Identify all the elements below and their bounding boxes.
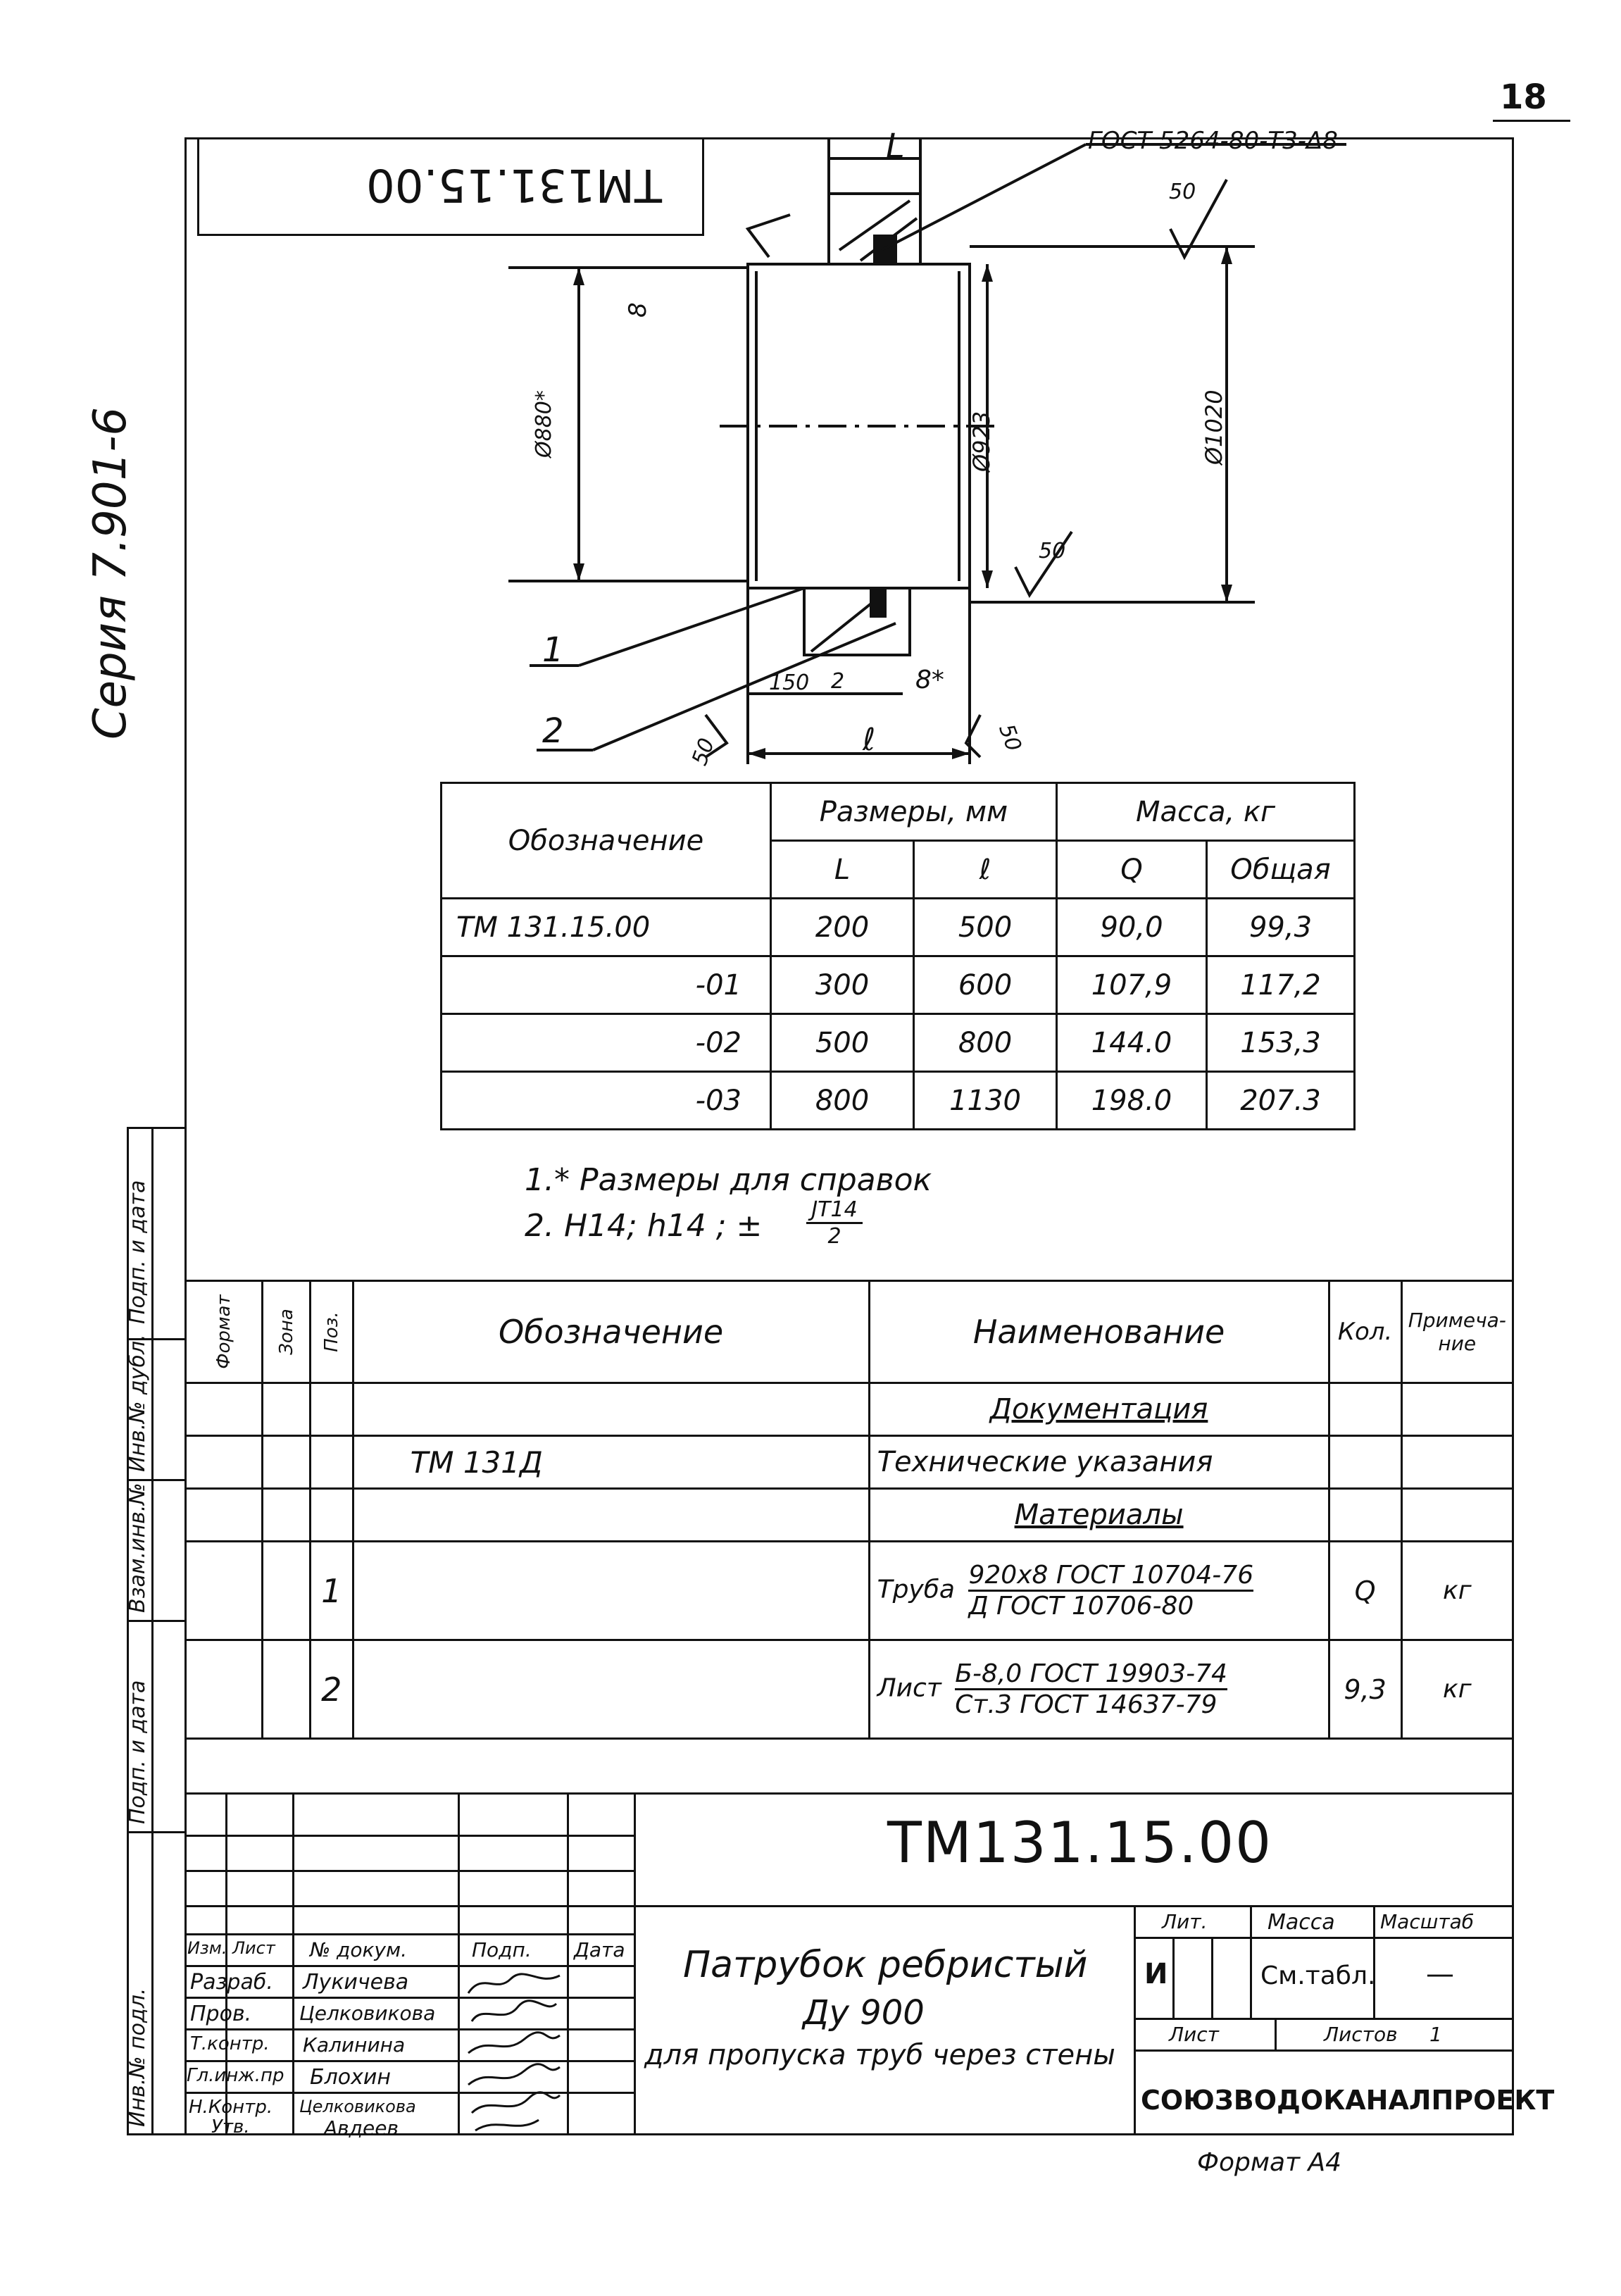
tb-role: Утв. <box>211 2116 250 2138</box>
tb-scale-value: — <box>1426 1958 1454 1990</box>
tb-hline-1 <box>184 1835 635 1837</box>
tb-person: Целковикова <box>299 2097 416 2116</box>
row-designation: -03 <box>442 1072 771 1130</box>
spec-item2-spec <box>955 1659 1227 1719</box>
weld-flange <box>875 236 896 264</box>
tb-scale-label: Масштаб <box>1380 1910 1475 1933</box>
dim-8star-label: 8* <box>915 666 944 694</box>
spec-item2-unit: кг <box>1401 1640 1513 1739</box>
spec-hdr-pos-text: Поз. <box>320 1311 342 1352</box>
tb-sheet-label: Лист <box>1169 2023 1219 2046</box>
lm-label-3: Взам.инв.№ <box>125 1483 150 1613</box>
tb-right-h2 <box>1134 2018 1514 2020</box>
tb-organization: СОЮЗВОДОКАНАЛПРОЕКТ <box>1141 2085 1555 2116</box>
table-row <box>442 1014 1355 1072</box>
roughness-4: 50 <box>994 720 1027 755</box>
spec-item1-line1: 920х8 ГОСТ 10704-76 <box>968 1561 1253 1592</box>
spec-item1-name: Труба <box>877 1575 955 1604</box>
row-Q: 198.0 <box>1057 1072 1207 1130</box>
spec-hdr-name: Наименование <box>869 1281 1329 1383</box>
chamfer-mark <box>748 215 790 257</box>
tb-right-vline <box>1134 1905 1136 2135</box>
roughness-2: 50 <box>1039 539 1066 563</box>
lm-sep-2 <box>127 1479 187 1481</box>
row-total: 99,3 <box>1207 899 1355 956</box>
col-Q-header: Q <box>1057 841 1207 899</box>
corner-line <box>1493 120 1570 122</box>
tb-mass-value: См.табл. <box>1260 1961 1376 1990</box>
lm-sep-4 <box>127 1831 187 1833</box>
tb-person: Целковикова <box>299 2002 436 2025</box>
gost-leader2 <box>882 144 1086 250</box>
sheet-number: 18 <box>1500 77 1547 117</box>
spec-row <box>186 1383 1513 1436</box>
lm-label-1: Подп. и дата <box>125 1180 150 1324</box>
tb-hdr-podp: Подп. <box>472 1938 532 1961</box>
tb-person: Лукичева <box>303 1970 409 1995</box>
row-Q: 90,0 <box>1057 899 1207 956</box>
spec-hdr-qty: Кол. <box>1329 1281 1401 1383</box>
tb-person: Блохин <box>310 2065 391 2090</box>
row-Q: 144.0 <box>1057 1014 1207 1072</box>
tb-code-bottom <box>634 1905 1514 1907</box>
mirrored-stamp: ТМ131.15.00 <box>366 158 663 211</box>
tb-role: Н.Контр. <box>189 2097 273 2118</box>
col-l-header: ℓ <box>914 841 1057 899</box>
lm-label-5: Инв.№ подл. <box>125 1988 150 2127</box>
tb-vline-5 <box>634 1792 636 2135</box>
spec-item2-pos: 2 <box>311 1640 353 1739</box>
roughness-1: 50 <box>1169 180 1196 204</box>
pos-2-label: 2 <box>542 711 564 751</box>
spec-row <box>186 1542 1513 1640</box>
tb-lit-v2 <box>1211 1937 1213 2018</box>
row-L: 800 <box>771 1072 914 1130</box>
signature-4 <box>468 2064 560 2085</box>
tb-role: Пров. <box>190 2002 252 2026</box>
dim-150-label: 150 <box>769 670 810 695</box>
table-row <box>442 899 1355 956</box>
note-2-fraction <box>806 1197 863 1249</box>
tb-hline-4 <box>184 1933 635 1935</box>
tb-hline-9 <box>184 2092 635 2094</box>
spec-item2-name-cell <box>869 1640 1329 1739</box>
row-designation: -02 <box>442 1014 771 1072</box>
spec-item2-line1: Б-8,0 ГОСТ 19903-74 <box>955 1659 1227 1690</box>
tb-sheets-label: Листов <box>1324 2023 1398 2046</box>
spec-item1-line2: Д ГОСТ 10706-80 <box>968 1592 1194 1621</box>
row-L: 500 <box>771 1014 914 1072</box>
tb-sheet-v <box>1275 2018 1277 2049</box>
gost-note: ГОСТ 5264-80-Т3-Δ8 <box>1088 127 1338 155</box>
tb-hline-5 <box>184 1965 635 1967</box>
signature-6 <box>475 2120 539 2130</box>
note-2-numerator: JT14 <box>806 1197 863 1224</box>
spec-hdr-zone-text: Зона <box>275 1309 297 1355</box>
table-row <box>442 1072 1355 1130</box>
row-l: 1130 <box>914 1072 1057 1130</box>
col-total-header: Общая <box>1207 841 1355 899</box>
col-L-header: L <box>771 841 914 899</box>
spec-item1-spec <box>968 1561 1253 1621</box>
signatures <box>461 1965 567 2134</box>
dim-8-label: 8 <box>623 302 652 318</box>
signature-2 <box>472 2001 556 2021</box>
signature-3 <box>468 2033 560 2053</box>
spec-hdr-pos <box>311 1281 353 1383</box>
roughness-3: 50 <box>687 735 720 769</box>
tb-right-h1 <box>1134 1937 1514 1939</box>
spec-item2-name: Лист <box>877 1673 941 1703</box>
tb-vline-4 <box>567 1792 569 2135</box>
spec-hdr-note: Примеча-ние <box>1401 1281 1513 1383</box>
tb-hline-2 <box>184 1870 635 1872</box>
row-total: 153,3 <box>1207 1014 1355 1072</box>
spec-hdr-zone <box>262 1281 311 1383</box>
leader-2 <box>593 623 896 750</box>
spec-item1-name-cell <box>869 1542 1329 1640</box>
note-2-prefix: 2. Н14; h14 ; ± <box>525 1208 763 1244</box>
tb-vline-3 <box>458 1792 460 2135</box>
note-2-denominator: 2 <box>827 1224 841 1249</box>
dim-2-label: 2 <box>831 669 845 694</box>
signature-5 <box>472 2092 560 2113</box>
tb-person: Калинина <box>303 2033 406 2057</box>
row-l: 500 <box>914 899 1057 956</box>
tb-lit-label: Лит. <box>1162 1910 1208 1933</box>
table-row <box>442 956 1355 1014</box>
tb-sheets-value: 1 <box>1429 2023 1442 2046</box>
left-margin-divider <box>151 1127 154 2135</box>
row-L: 200 <box>771 899 914 956</box>
spec-section-materials: Материалы <box>869 1489 1329 1542</box>
dim-923-label: Ø923 <box>968 411 995 472</box>
tb-hdr-ndoc: № докум. <box>310 1938 408 1961</box>
tb-title-line3: для пропуска труб через стены <box>644 2039 1115 2071</box>
tb-role: Гл.инж.пр <box>187 2065 284 2086</box>
group-sizes-header: Размеры, мм <box>771 783 1057 841</box>
spec-item1-unit: кг <box>1401 1542 1513 1640</box>
weld-flange-bottom <box>871 588 885 616</box>
spec-item2-line2: Ст.3 ГОСТ 14637-79 <box>955 1690 1218 1719</box>
size-table <box>440 782 1356 1130</box>
row-total: 117,2 <box>1207 956 1355 1014</box>
row-designation: ТМ 131.15.00 <box>442 899 771 956</box>
lm-sep-3 <box>127 1620 187 1622</box>
row-L: 300 <box>771 956 914 1014</box>
tb-hdr-list: Лист <box>232 1938 275 1958</box>
dim-L-label: L <box>886 127 905 166</box>
tb-vline-2 <box>292 1792 294 2135</box>
tb-hline-8 <box>184 2060 635 2062</box>
tb-title-line1: Патрубок ребристый <box>683 1944 1088 1986</box>
pos-1-label: 1 <box>542 630 564 670</box>
tb-hdr-izm: Изм. <box>187 1938 227 1958</box>
spec-hdr-format-text: Формат <box>213 1294 234 1369</box>
tb-right-h3 <box>1134 2049 1514 2052</box>
spec-doc-designation: ТМ 131Д <box>353 1436 869 1489</box>
tb-hdr-data: Дата <box>574 1938 625 1961</box>
row-designation: -01 <box>442 956 771 1014</box>
lm-label-2: Инв.№ дубл. <box>125 1334 150 1472</box>
spec-item2-qty: 9,3 <box>1329 1640 1401 1739</box>
dim-1020-label: Ø1020 <box>1201 389 1227 465</box>
tb-doc-code: ТМ131.15.00 <box>887 1810 1273 1876</box>
note-1: 1.* Размеры для справок <box>525 1162 932 1198</box>
spec-doc-name: Технические указания <box>869 1436 1329 1489</box>
tb-hline-3 <box>184 1905 635 1907</box>
tb-lit-value: И <box>1144 1958 1168 1990</box>
tb-mass-label: Масса <box>1268 1910 1335 1935</box>
spec-item1-pos: 1 <box>311 1542 353 1640</box>
dim-l-label: ℓ <box>863 722 876 758</box>
spec-row <box>186 1640 1513 1739</box>
tb-title-line2: Ду 900 <box>803 1993 925 2033</box>
spec-row <box>186 1436 1513 1489</box>
format-label: Формат А4 <box>1197 2148 1342 2177</box>
part-drawing <box>184 137 1514 771</box>
tb-role: Разраб. <box>190 1970 273 1995</box>
row-Q: 107,9 <box>1057 956 1207 1014</box>
tb-lit-v1 <box>1172 1937 1175 2018</box>
tb-person: Авдеев <box>324 2116 399 2140</box>
row-l: 600 <box>914 956 1057 1014</box>
tb-mass-v <box>1250 1905 1252 2018</box>
spec-table <box>184 1280 1514 1740</box>
leader-1 <box>579 588 804 666</box>
signature-1 <box>468 1974 560 1993</box>
spec-hdr-format <box>186 1281 263 1383</box>
tb-hline-7 <box>184 2028 635 2030</box>
group-mass-header: Масса, кг <box>1057 783 1355 841</box>
row-l: 800 <box>914 1014 1057 1072</box>
spec-item1-qty: Q <box>1329 1542 1401 1640</box>
spec-hdr-designation: Обозначение <box>353 1281 869 1383</box>
row-total: 207.3 <box>1207 1072 1355 1130</box>
dim-880-label: Ø880* <box>532 390 556 458</box>
tb-role: Т.контр. <box>190 2033 270 2054</box>
tb-hline-6 <box>184 1997 635 1999</box>
series-text: Серия 7.901-6 <box>85 406 137 740</box>
lm-label-4: Подп. и дата <box>125 1680 150 1824</box>
spec-row <box>186 1489 1513 1542</box>
spec-section-docs: Документация <box>869 1383 1329 1436</box>
col-designation-header: Обозначение <box>442 783 771 899</box>
